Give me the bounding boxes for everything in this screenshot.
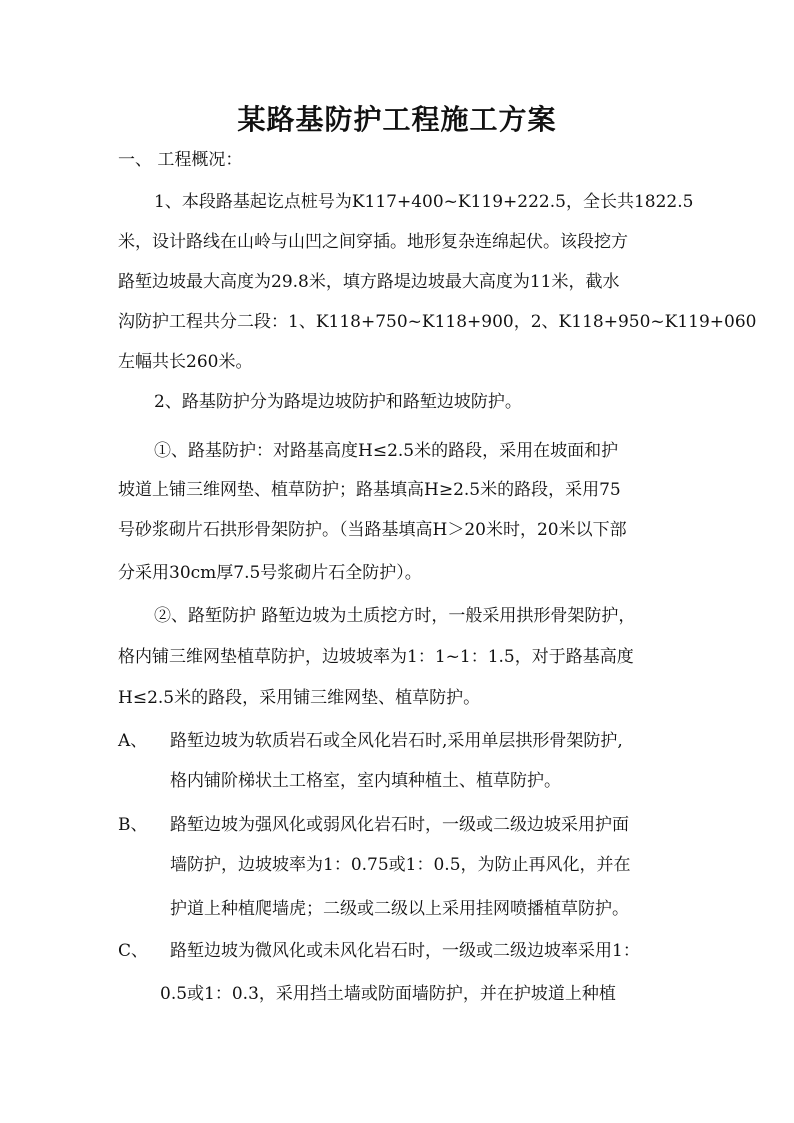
paragraph-line: H≤2.5米的路段，采用铺三维网垫、植草防护。 (118, 688, 481, 708)
paragraph-line: 1、本段路基起讫点桩号为K117+400~K119+222.5，全长共1822.5 (154, 192, 694, 212)
section-heading: 一、 工程概况： (118, 150, 243, 170)
list-marker: B、 (118, 815, 148, 835)
paragraph-line: 2、路基防护分为路堤边坡防护和路堑边坡防护。 (154, 392, 522, 412)
list-item-line: 格内铺阶梯状土工格室，室内填种植土、植草防护。 (170, 771, 561, 791)
list-item-line: 路堑边坡为微风化或未风化岩石时，一级或二级边坡率采用1： (170, 941, 640, 961)
list-item-line: 路堑边坡为强风化或弱风化岩石时，一级或二级边坡采用护面 (170, 815, 629, 835)
paragraph-line: ②、路堑防护 路堑边坡为土质挖方时，一般采用拱形骨架防护， (154, 606, 636, 626)
list-item-line: 墙防护，边坡坡率为1：0.75或1：0.5，为防止再风化，并在 (170, 855, 631, 875)
list-marker: C、 (118, 941, 149, 961)
paragraph-line: 分采用30cm厚7.5号浆砌片石全防护）。 (118, 563, 422, 583)
paragraph-line: 路堑边坡最大高度为29.8米，填方路堤边坡最大高度为11米，截水 (118, 272, 620, 292)
list-item-line: 0.5或1：0.3，采用挡土墙或防面墙防护，并在护坡道上种植 (160, 984, 616, 1004)
paragraph-line: 坡道上铺三维网垫、植草防护；路基填高H≥2.5米的路段，采用75 (118, 480, 621, 500)
paragraph-line: 号砂浆砌片石拱形骨架防护。（当路基填高H＞20米时，20米以下部 (118, 520, 627, 540)
list-marker: A、 (118, 731, 148, 751)
paragraph-line: 米，设计路线在山岭与山凹之间穿插。地形复杂连绵起伏。该段挖方 (118, 232, 628, 252)
paragraph-line: 沟防护工程共分二段：1、K118+750~K118+900，2、K118+950~K119+060 (118, 312, 757, 332)
list-item-line: 护道上种植爬墙虎；二级或二级以上采用挂网喷播植草防护。 (170, 899, 629, 919)
document-title: 某路基防护工程施工方案 (237, 103, 557, 136)
paragraph-line: 左幅共长260米。 (118, 352, 253, 372)
list-item-line: 路堑边坡为软质岩石或全风化岩石时,采用单层拱形骨架防护, (170, 731, 623, 751)
paragraph-line: 格内铺三维网垫植草防护，边坡坡率为1：1~1：1.5，对于路基高度 (118, 647, 634, 667)
paragraph-line: ①、路基防护：对路基高度H≤2.5米的路段，采用在坡面和护 (154, 441, 619, 461)
